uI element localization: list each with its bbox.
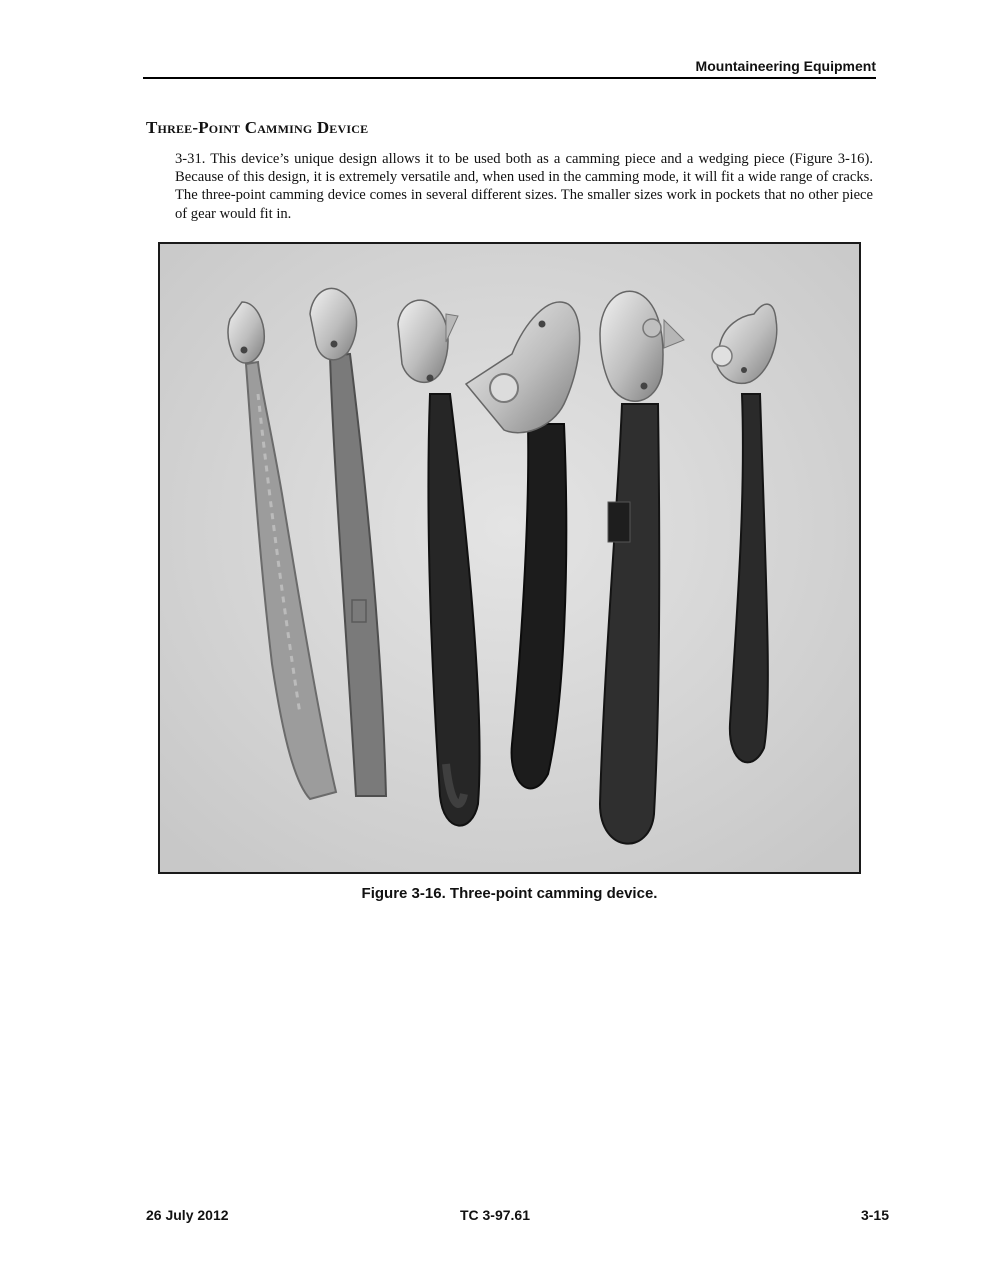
running-header: Mountaineering Equipment (143, 58, 876, 79)
camming-devices-illustration (160, 244, 859, 872)
body-paragraph: 3-31. This device’s unique design allows it to be used both as a camming piece and a wedging piece (Figure 3-16). Because of this design, it is extremely versatile and, when used in the camming mode, it will fit a wide range of cracks. The three-point camming device comes in several different sizes. The smaller sizes work in pockets that no other piece of gear would fit in. (175, 151, 873, 222)
figure-caption: Figure 3-16. Three-point camming device. (361, 885, 658, 902)
footer-date: 26 July 2012 (146, 1207, 229, 1223)
footer-page-number: 3-15 (860, 1207, 889, 1223)
figure-photo (158, 242, 861, 874)
footer-doc-id: TC 3-97.61 (459, 1207, 531, 1223)
section-heading: Three-Point Camming Device (146, 118, 369, 137)
